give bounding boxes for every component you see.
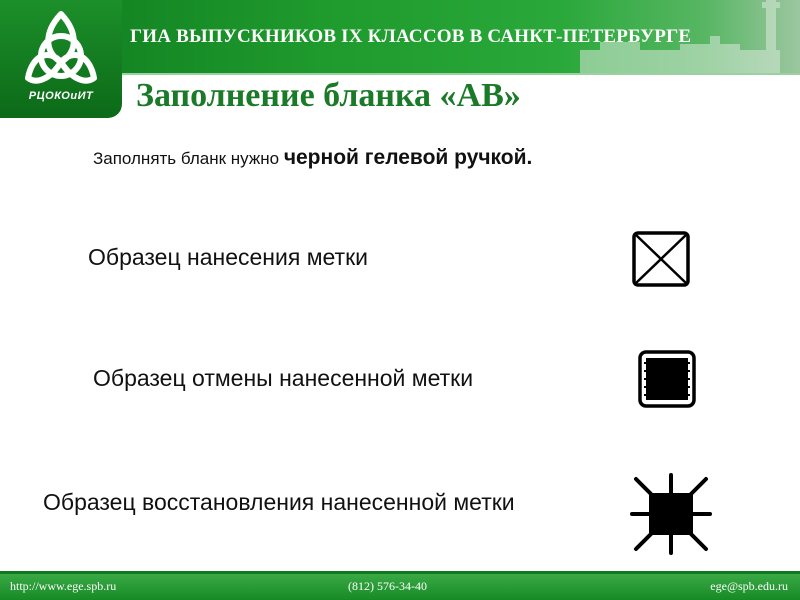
logo-knot-icon <box>14 8 108 92</box>
title-divider <box>122 73 800 75</box>
crossed-square-mark-icon <box>631 230 691 288</box>
footer-bar <box>0 574 800 600</box>
banner-title: ГИА ВЫПУСКНИКОВ IX КЛАССОВ В САНКТ-ПЕТЕРБУРГЕ <box>130 26 692 47</box>
restored-mark-star-icon <box>628 473 714 555</box>
footer-email-link[interactable]: ege@spb.edu.ru <box>710 579 788 593</box>
logo-block <box>0 0 122 118</box>
logo-text: РЦОКОиИТ <box>28 90 94 102</box>
instruction-prefix: Заполнять бланк нужно <box>93 149 284 168</box>
sample-restore-label: Образец восстановления нанесенной метки <box>43 489 515 515</box>
instruction-text <box>93 146 532 170</box>
instruction-emphasis: черной гелевой ручкой. <box>283 146 533 169</box>
footer-url-link[interactable]: http://www.ege.spb.ru <box>10 579 117 593</box>
footer-phone: (812) 576-34-40 <box>348 579 427 593</box>
sample-cancel-label: Образец отмены нанесенной метки <box>93 365 474 391</box>
sample-mark-label: Образец нанесения метки <box>88 244 368 270</box>
slide-title: Заполнение бланка «АВ» <box>136 77 521 114</box>
filled-square-cancel-icon <box>637 349 697 409</box>
header-banner <box>0 0 800 118</box>
